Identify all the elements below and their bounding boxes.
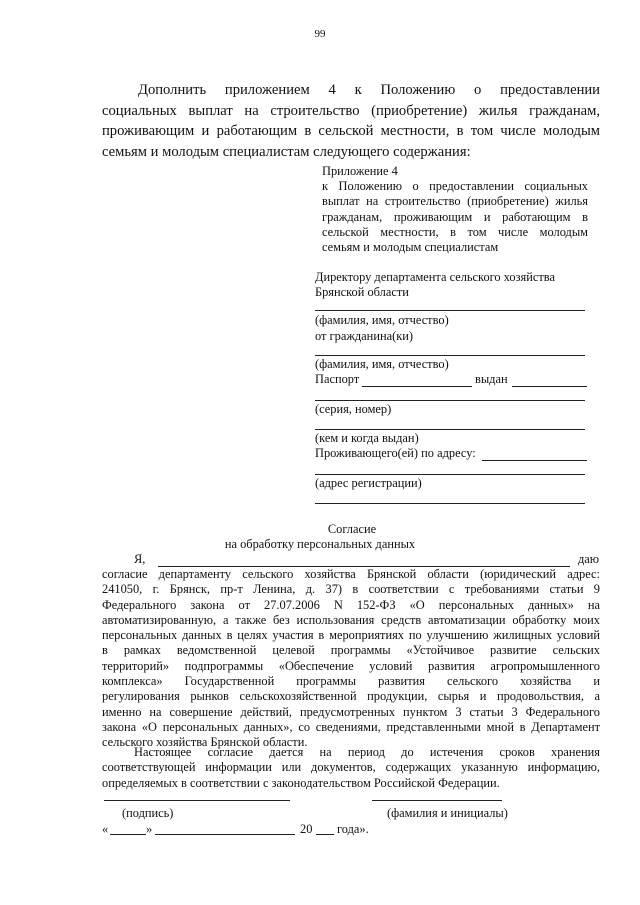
date-year-line[interactable] <box>316 834 334 835</box>
consent-give-label: даю <box>578 552 600 566</box>
consent-body-line: Федерального закона от 27.07.2006 N 152-ФЗ «О персональных данных» на <box>102 597 600 612</box>
passport-series-line[interactable] <box>362 386 472 387</box>
consent-body-line: территорий» подпрограммы «Обеспечение условий развития агропромышленного <box>102 658 600 673</box>
intro-line: проживающим и работающим в сельской местности, в том числе молодым <box>102 123 600 139</box>
address-line-2[interactable] <box>315 503 585 504</box>
intro-line: семьям и молодым специалистам следующего содержания: <box>102 143 471 160</box>
issued-by-line[interactable] <box>315 429 585 430</box>
address-line-1[interactable] <box>315 474 585 475</box>
signature-hint: (подпись) <box>122 806 174 820</box>
consent-term-line: определяемых в соответствии с законодательством Российской Федерации. <box>102 775 500 790</box>
consent-body-line: персональных данных в целях участия в мероприятиях по улучшению жилищных условий <box>102 628 600 643</box>
residing-label: Проживающего(ей) по адресу: <box>315 446 476 460</box>
signature-line[interactable] <box>104 800 290 801</box>
consent-term <box>102 745 600 791</box>
consent-title: Согласие <box>327 522 377 536</box>
appendix-title: Приложение 4 <box>322 164 398 178</box>
consent-term-line: Настоящее согласие дается на период до истечения сроков хранения <box>134 745 600 759</box>
appendix-line: семьям и молодым специалистам <box>322 240 499 255</box>
passport-label: Паспорт <box>315 372 360 386</box>
fio-line[interactable] <box>315 310 585 311</box>
appendix-line: выплат на строительство (приобретение) жилья <box>322 194 588 209</box>
consent-subtitle: на обработку персональных данных <box>224 537 416 551</box>
passport-number-line[interactable] <box>315 400 585 401</box>
consent-body-line: сельского хозяйства Брянской области. <box>102 735 308 750</box>
issued-line[interactable] <box>512 386 587 387</box>
year-prefix: 20 <box>300 822 313 836</box>
appendix-line: сельской местности, в том числе молодым <box>322 224 588 239</box>
date-open-quote: « <box>102 822 109 836</box>
appendix-header <box>322 164 588 255</box>
appendix-line: к Положению о предоставлении социальных <box>322 179 588 194</box>
consent-body-line: 241050, г. Брянск, пр-т Ленина, д. 37) в соответствии с требованиями статьи 9 <box>102 582 600 597</box>
year-suffix: года». <box>337 822 369 836</box>
series-hint: (серия, номер) <box>315 402 392 416</box>
date-day-line[interactable] <box>110 834 146 835</box>
consent-body-line: в рамках ведомственной целевой программы «Устойчивое развитие сельских <box>102 643 600 658</box>
intro-line: социальных выплат на строительство (приобретение) жилья гражданам, <box>102 102 600 119</box>
consent-body-line: именно на совершение действий, предусмотренных пунктом 3 статьи 3 Федерального <box>102 704 600 719</box>
issued-by-hint: (кем и когда выдан) <box>315 431 419 445</box>
consent-i-label: Я, <box>134 552 146 566</box>
consent-body-line: закона «О персональных данных», со сведениями, представленными мной в Департамент <box>102 719 600 734</box>
from-name-line[interactable] <box>315 355 585 356</box>
appendix-line: гражданам, проживающим и работающим в <box>322 209 588 224</box>
date-close-quote: » <box>146 822 153 836</box>
intro-paragraph <box>102 80 600 162</box>
date-month-line[interactable] <box>155 834 295 835</box>
addressee-line-2: Брянской области <box>315 285 409 299</box>
consent-term-line: соответствующей информации или документов, содержащих указанную информацию, <box>102 760 600 775</box>
initials-line[interactable] <box>372 800 502 801</box>
fio-hint-2: (фамилия, имя, отчество) <box>315 357 449 371</box>
from-label: от гражданина(ки) <box>315 329 413 343</box>
page-number: 99 <box>314 28 326 40</box>
consent-body-line: комплекса» Государственной программы развития сельского хозяйства и <box>102 674 600 689</box>
consent-body <box>102 567 600 751</box>
fio-hint: (фамилия, имя, отчество) <box>315 313 449 327</box>
consent-body-line: согласие департаменту сельского хозяйства Брянской области (юридический адрес: <box>102 567 600 581</box>
address-hint: (адрес регистрации) <box>315 476 422 490</box>
issued-label: выдан <box>475 372 508 386</box>
initials-hint: (фамилия и инициалы) <box>387 806 508 820</box>
consent-body-line: автоматизированную, а также без использования средств автоматизации обработку моих <box>102 612 600 627</box>
residing-line[interactable] <box>482 460 587 461</box>
addressee-line-1: Директору департамента сельского хозяйства <box>315 270 555 284</box>
consent-body-line: регулирования рынков сельскохозяйственной продукции, сырья и продовольствия, а <box>102 689 600 704</box>
intro-line: Дополнить приложением 4 к Положению о предоставлении <box>138 82 600 98</box>
